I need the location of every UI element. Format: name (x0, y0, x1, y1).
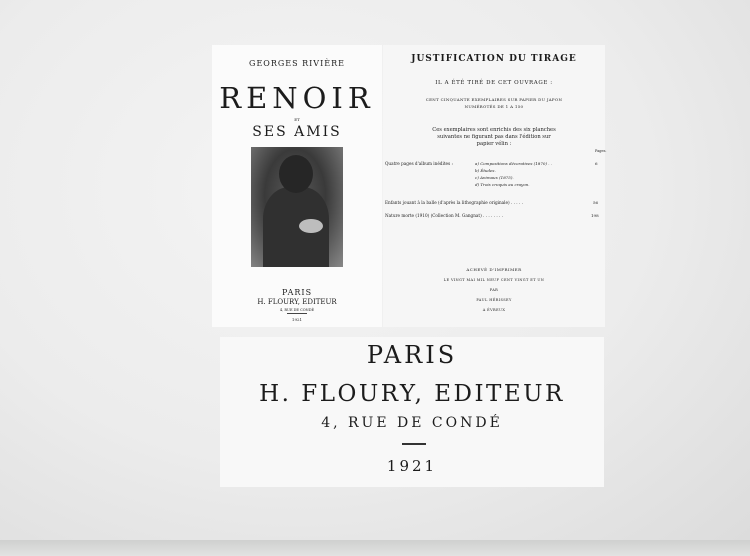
pages-label: Pages. (595, 149, 607, 153)
conjunction: ET (294, 117, 300, 122)
title-page (212, 45, 382, 327)
book-title: RENOIR (219, 81, 375, 115)
plate-entry: Nature morte (1910) (Collection M. Gangnat) . . . . . . . . (385, 213, 504, 218)
book-subtitle: SES AMIS (252, 124, 342, 140)
title-page-rule (287, 313, 307, 314)
justification-paragraph: Ces exemplaires sont enrichis des six planches (432, 127, 556, 133)
colophon-line: LE VINGT MAI MIL NEUF CENT VINGT ET UN (443, 278, 545, 282)
justification-line: NUMÉROTÉS DE 1 A 150 (464, 104, 524, 109)
plate-page-number: 6 (595, 161, 598, 166)
colophon-line: PAR (489, 288, 499, 292)
title-page-publisher: H. FLOURY, EDITEUR (257, 298, 337, 306)
justification-line: CENT CINQUANTE EXEMPLAIRES SUR PAPIER DU JAPON (425, 97, 563, 102)
plate-page-number: 198 (591, 213, 599, 218)
colophon-line: PAUL HÉRISSEY (476, 298, 512, 302)
publication-year: 1921 (386, 457, 438, 475)
portrait-illustration (251, 147, 343, 267)
justification-page (383, 45, 605, 327)
title-page-year: 1921 (291, 317, 303, 322)
plate-page-number: 56 (593, 200, 599, 205)
publisher-name: H. FLOURY, EDITEUR (259, 381, 565, 407)
colophon-label: ACHEVÉ D'IMPRIMER (466, 267, 522, 272)
plate-subentry: a) Compositions décoratives (1870) . . (475, 161, 553, 166)
plate-entry: Enfants jouant à la balle (d'après la lithographie originale) . . . . . (385, 200, 523, 205)
plate-subentry: b) Études. (475, 168, 496, 173)
plate-entry: Quatre pages d'album inédites : (385, 161, 453, 166)
figure-hands (299, 219, 323, 233)
plate-subentry: c) Animaux (1875). (475, 175, 514, 180)
title-page-city: PARIS (281, 288, 313, 297)
colophon-line: A ÉVREUX (482, 308, 506, 312)
publisher-address: 4, RUE DE CONDÉ (321, 415, 503, 431)
justification-paragraph: papier vélin : (476, 141, 512, 147)
sheet-edge (0, 540, 750, 556)
title-page-address: 4, RUE DE CONDÉ (279, 308, 315, 312)
author-name: GEORGES RIVIÈRE (249, 59, 345, 68)
justification-paragraph: suivantes ne figurant pas dans l'édition sur (437, 134, 551, 140)
plate-subentry: d) Trois croquis au crayon. (475, 182, 530, 187)
figure-head (279, 155, 313, 193)
publisher-city: PARIS (366, 341, 458, 369)
justification-heading: JUSTIFICATION DU TIRAGE (411, 54, 577, 64)
justification-line: IL A ÉTÉ TIRÉ DE CET OUVRAGE : (435, 80, 553, 86)
publisher-block (220, 337, 604, 487)
publisher-rule (402, 443, 426, 445)
